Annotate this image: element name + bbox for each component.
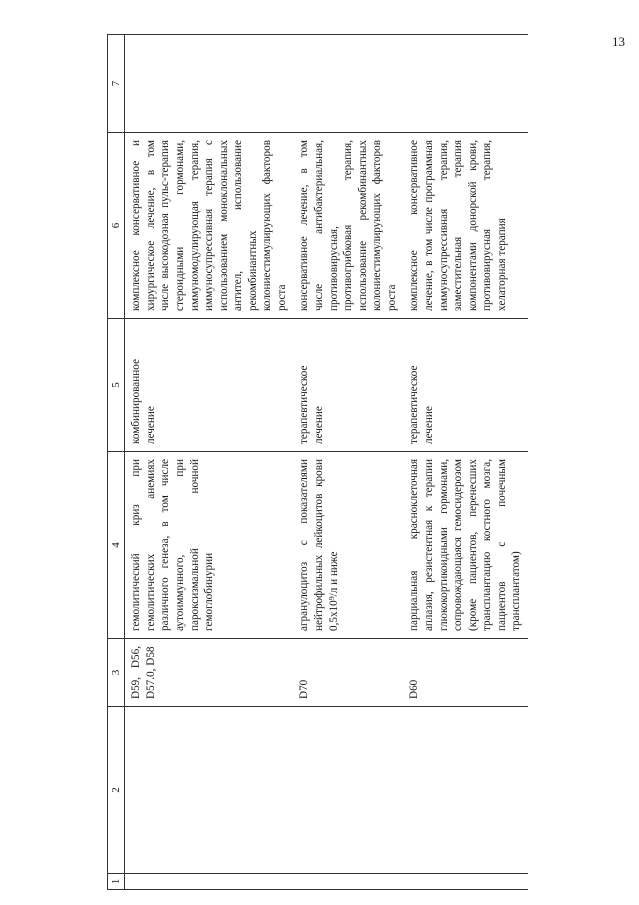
cell-treatment-method: консервативное лечение, в том числе антибактериальная, противовирусная, противогрибковая терапия, использование рекомбинантных колониестимулирующих факторов роста (293, 133, 403, 319)
cell-col1 (403, 874, 528, 890)
medical-care-table (107, 34, 528, 890)
cell-condition: агранулоцитоз с показателями нейтрофильных лейкоцитов крови 0,5x10⁹/л и ниже (293, 452, 403, 639)
cell-condition: гемолитический криз при гемолитических анемиях различного генеза, в том числе аутоиммунного, при пароксизмальной ночной гемоглобинурии (125, 452, 294, 639)
cell-treatment-type: терапевтическое лечение (403, 319, 528, 452)
cell-diagnosis-code: D60 (403, 639, 528, 707)
cell-diagnosis-code: D59, D56, D57.0, D58 (125, 639, 294, 707)
column-header-5: 5 (108, 319, 125, 452)
cell-treatment-method: комплексное консервативное лечение, в том числе программная иммуносупрессивная терапия, заместительная терапия компонентами донорской крови, противовирусная терапия, хелаторная терапия (403, 133, 528, 319)
cell-treatment-method: комплексное консервативное и хирургическое лечение, в том числе высокодозная пульс-терапия стероидными гормонами, иммуномодулирующая терапия, иммуносупрессивная терапия с использованием моноклональных антител, использование рекомбинантных колониестимулирующих факторов роста (125, 133, 294, 319)
cell-col7 (293, 35, 403, 133)
cell-col7 (125, 35, 294, 133)
column-header-1: 1 (108, 874, 125, 890)
column-header-7: 7 (108, 35, 125, 133)
cell-col1 (125, 874, 294, 890)
cell-col2 (403, 707, 528, 874)
cell-col7 (403, 35, 528, 133)
cell-col1 (293, 874, 403, 890)
column-header-3: 3 (108, 639, 125, 707)
column-header-4: 4 (108, 452, 125, 639)
header-row (108, 35, 125, 890)
table-row (125, 35, 294, 890)
column-header-2: 2 (108, 707, 125, 874)
page-number: 13 (612, 34, 625, 49)
cell-treatment-type: комбинированное лечение (125, 319, 294, 452)
rotated-table-area (107, 35, 607, 890)
column-header-6: 6 (108, 133, 125, 319)
table-row (293, 35, 403, 890)
cell-col2 (125, 707, 294, 874)
cell-col2 (293, 707, 403, 874)
table-row (403, 35, 528, 890)
cell-treatment-type: терапевтическое лечение (293, 319, 403, 452)
cell-condition: парциальная красноклеточная аплазия, резистентная к терапии глюкокортикоидными гормонами, сопровождающаяся гемосидерозом (кроме пациентов, перенесших трансплантацию костного мозга, пациентов с почечным трансплантатом) (403, 452, 528, 639)
cell-diagnosis-code: D70 (293, 639, 403, 707)
